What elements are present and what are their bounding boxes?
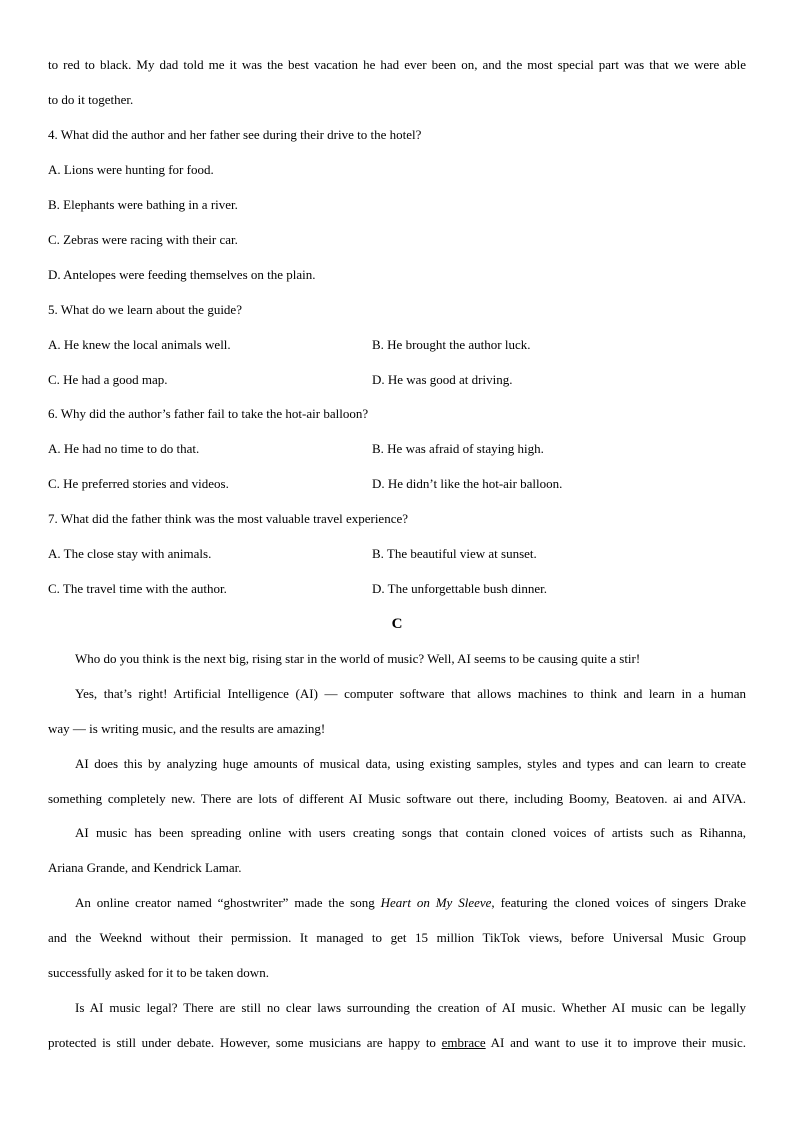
paragraph-line: Yes, that’s right! Artificial Intelligence (AI) — computer software that allows machines to think and learn in a human <box>75 686 746 701</box>
paragraph-line: something completely new. There are lots of different AI Music software out there, including Boomy, Beatoven. ai and AIVA. <box>48 791 746 806</box>
question-stem: 7. What did the father think was the most valuable travel experience? <box>48 511 409 526</box>
paragraph-line <box>75 894 746 912</box>
paragraph-text: An online creator named “ghostwriter” made the song <box>75 895 381 910</box>
answer-option: C. He had a good map. <box>48 372 168 387</box>
paragraph-line: AI does this by analyzing huge amounts of musical data, using existing samples, styles and types and can learn to create <box>75 756 746 771</box>
paragraph-line: and the Weeknd without their permission. It managed to get 15 million TikTok views, before Universal Music Group <box>48 930 746 945</box>
song-title: Heart on My Sleeve <box>380 895 492 910</box>
paragraph-line: Ariana Grande, and Kendrick Lamar. <box>48 860 242 875</box>
passage-b-line: to red to black. My dad told me it was the best vacation he had ever been on, and the most special part was that we were able <box>48 57 746 72</box>
answer-option: A. He had no time to do that. <box>48 441 200 456</box>
paragraph-line: way — is writing music, and the results are amazing! <box>48 721 326 736</box>
paragraph-line: Is AI music legal? There are still no clear laws surrounding the creation of AI music. Whether AI music can be legally <box>75 1000 746 1015</box>
answer-option: A. The close stay with animals. <box>48 546 212 561</box>
paragraph-text: , featuring the cloned voices of singers Drake <box>491 895 747 910</box>
answer-option: D. He was good at driving. <box>372 372 513 387</box>
answer-option: A. Lions were hunting for food. <box>48 162 214 177</box>
answer-option: C. Zebras were racing with their car. <box>48 232 238 247</box>
paragraph-text: protected is still under debate. However, some musicians are happy to <box>48 1035 442 1050</box>
answer-option: A. He knew the local animals well. <box>48 337 231 352</box>
underlined-word: embrace <box>441 1035 486 1050</box>
answer-option: B. Elephants were bathing in a river. <box>48 197 238 212</box>
answer-option: C. He preferred stories and videos. <box>48 476 229 491</box>
paragraph-line: successfully asked for it to be taken down. <box>48 965 269 980</box>
paragraph-text: AI and want to use it to improve their music. <box>485 1035 746 1050</box>
answer-option: B. He brought the author luck. <box>372 337 531 352</box>
question-stem: 4. What did the author and her father see during their drive to the hotel? <box>48 127 422 142</box>
answer-option: D. He didn’t like the hot-air balloon. <box>372 476 563 491</box>
paragraph-line: AI music has been spreading online with users creating songs that contain cloned voices of artists such as Rihanna, <box>75 825 746 840</box>
question-stem: 6. Why did the author’s father fail to take the hot-air balloon? <box>48 406 369 421</box>
answer-option: C. The travel time with the author. <box>48 581 227 596</box>
paragraph-line <box>48 1034 746 1052</box>
answer-option: B. He was afraid of staying high. <box>372 441 544 456</box>
section-heading: C <box>391 616 403 632</box>
passage-b-line: to do it together. <box>48 92 134 107</box>
answer-option: B. The beautiful view at sunset. <box>372 546 537 561</box>
answer-option: D. The unforgettable bush dinner. <box>372 581 547 596</box>
question-stem: 5. What do we learn about the guide? <box>48 302 242 317</box>
paragraph-line: Who do you think is the next big, rising star in the world of music? Well, AI seems to be causing quite a stir! <box>75 651 641 666</box>
answer-option: D. Antelopes were feeding themselves on the plain. <box>48 267 316 282</box>
